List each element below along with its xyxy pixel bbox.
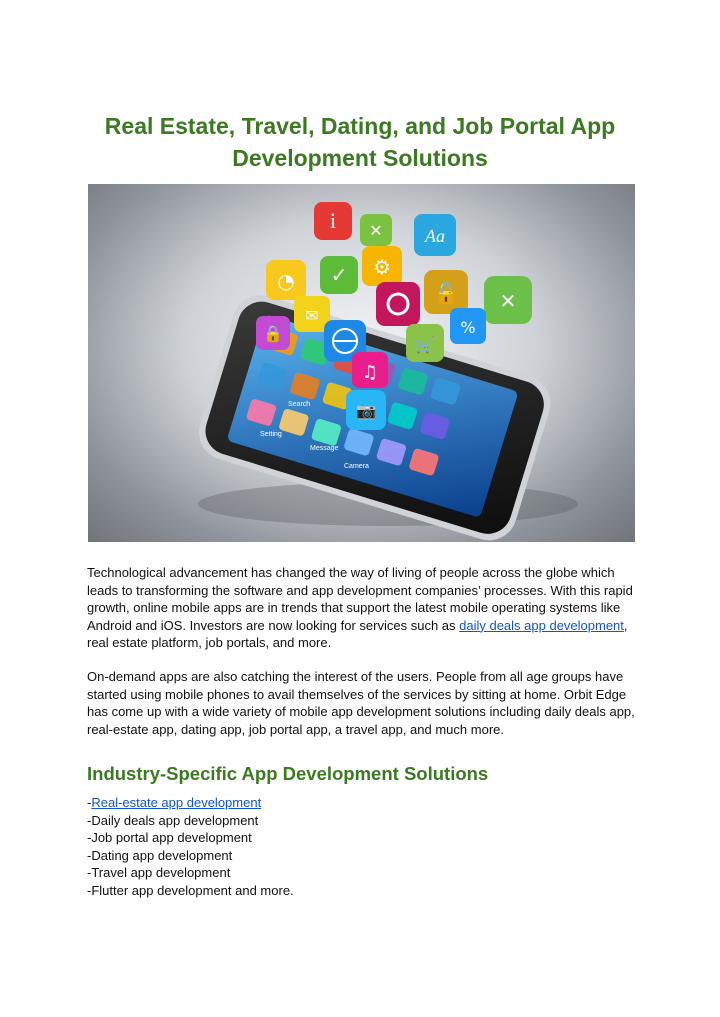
svg-text:🔓: 🔓 (433, 281, 459, 305)
daily-deals-link[interactable]: daily deals app development (459, 617, 624, 633)
svg-text:%: % (460, 318, 476, 337)
svg-text:♫: ♫ (361, 362, 379, 383)
svg-text:📷: 📷 (356, 401, 376, 420)
screen-label-setting: Setting (260, 431, 282, 438)
title-line-1: Real Estate, Travel, Dating, and Job Portal App (104, 113, 616, 139)
list-item (87, 794, 294, 812)
smartphone-app-icons-icon (88, 184, 635, 542)
list-item: -Travel app development (87, 865, 231, 881)
svg-text:✕: ✕ (369, 221, 383, 240)
real-estate-link[interactable]: Real-estate app development (91, 795, 262, 810)
screen-label-message: Message (310, 445, 339, 452)
screen-label-search: Search (288, 401, 311, 408)
svg-text:◔: ◔ (277, 269, 295, 293)
list-item-prefix: - (87, 795, 92, 810)
hero-image (88, 184, 635, 542)
list-item: -Flutter app development and more. (87, 882, 294, 898)
svg-text:🛒: 🛒 (415, 335, 435, 354)
title-line-2: Development Solutions (232, 145, 488, 171)
list-item: -Daily deals app development (87, 812, 259, 828)
section-heading: Industry-Specific App Development Solutions (87, 763, 489, 784)
intro-text-before-link: Technological advancement has changed the way of living of people across the globe which leads to transforming the software and app development companies’ processes. With this rapid growth, online mobile apps are in trends that support the latest mobile operating systems like Android and iOS. Investors are now looking for services such as (87, 565, 633, 633)
svg-text:✉: ✉ (305, 306, 319, 325)
list-item: -Dating app development (87, 847, 233, 863)
screen-label-camera: Camera (344, 463, 369, 470)
intro-paragraph (87, 564, 647, 652)
on-demand-paragraph: On-demand apps are also catching the interest of the users. People from all age groups have started using mobile phones to avail themselves of the services by sitting at home. Orbit Edge has come up with a wide variety of mobile app development solutions including daily deals app, real-estate app, dating app, job portal app, a travel app, and much more. (87, 669, 635, 737)
list-item: -Job portal app development (87, 830, 252, 846)
page-title (60, 110, 660, 174)
intro-text-after-link: , real estate platform, job portals, and more. (87, 617, 628, 651)
svg-text:Aa: Aa (425, 226, 445, 246)
svg-text:i: i (329, 208, 337, 233)
svg-text:✕: ✕ (499, 289, 517, 313)
svg-text:🔒: 🔒 (263, 324, 283, 343)
solutions-list (87, 794, 294, 900)
svg-text:✓: ✓ (330, 263, 348, 287)
svg-text:⚙: ⚙ (373, 255, 391, 279)
